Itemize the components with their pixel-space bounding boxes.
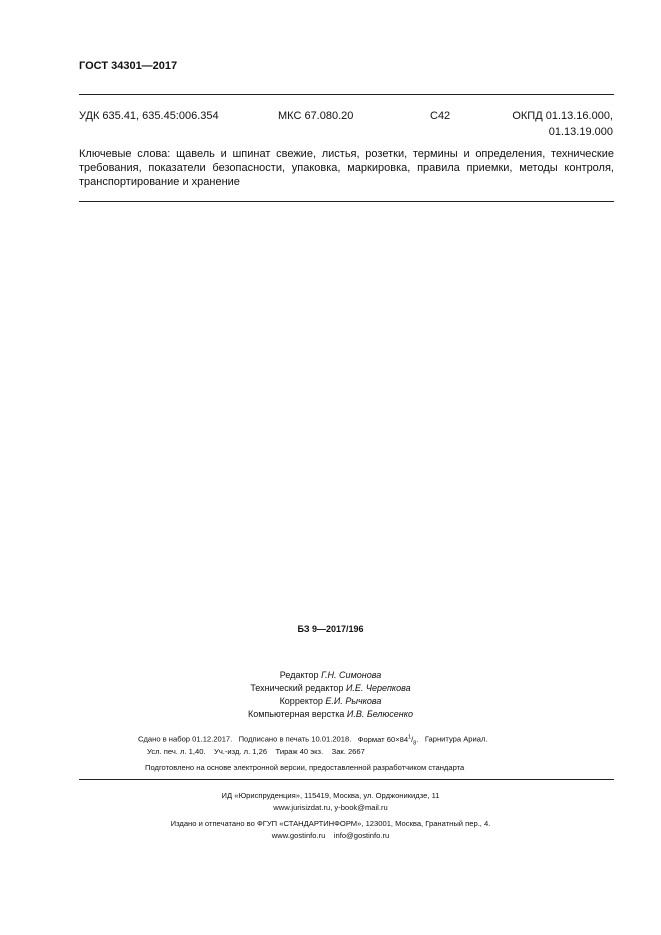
- printed-sheets: Усл. печ. л. 1,40.: [147, 747, 206, 756]
- bz-number: БЗ 9—2017/196: [297, 624, 364, 634]
- udk-code: УДК 635.41, 635.45:006.354: [79, 110, 219, 122]
- prepared-note: Подготовлено на основе электронной версии, предоставленной разработчиком стандарта: [145, 763, 465, 772]
- edition-sheets: Уч.-изд. л. 1,26: [214, 747, 268, 756]
- staff-name: Г.Н. Симонова: [321, 670, 382, 680]
- staff-corrector: [0, 696, 661, 706]
- typeface: Гарнитура Ариал.: [424, 734, 488, 744]
- print-info-line2: [147, 747, 365, 756]
- sent-date: Сдано в набор 01.12.2017.: [138, 734, 233, 744]
- keywords-paragraph: Ключевые слова: щавель и шпинат свежие, листья, розетки, термины и определения, технические требования, показатели безопасности, упаковка, маркировка, правила приемки, методы контроля, транспортирование и хранение: [79, 148, 614, 188]
- imprint-divider: [79, 779, 614, 780]
- publisher1-address: ИД «Юриспруденция», 115419, Москва, ул. Орджоникидзе, 11: [221, 791, 440, 800]
- copies-count: Тираж 40 экз.: [275, 747, 324, 756]
- staff-name: И.Е. Черепкова: [345, 683, 411, 693]
- staff-name: Е.И. Рычкова: [325, 696, 382, 706]
- staff-tech-editor: [0, 683, 661, 693]
- top-divider: [79, 94, 614, 95]
- staff-layout: [0, 709, 661, 719]
- print-info-line1: [138, 734, 488, 746]
- publisher2-contacts: www.gostinfo.ru info@gostinfo.ru: [271, 831, 390, 840]
- standard-code: ГОСТ 34301—2017: [79, 60, 178, 72]
- staff-role: Корректор: [279, 696, 323, 706]
- staff-role: Технический редактор: [250, 683, 344, 693]
- print-format: Формат $60\times 84^1/_8$.: [357, 734, 419, 747]
- staff-role: Компьютерная верстка: [248, 709, 345, 719]
- okpd-code-line2: 01.13.19.000: [548, 126, 613, 138]
- order-number: Зак. 2667: [331, 747, 365, 756]
- group-code: С42: [430, 110, 451, 122]
- mks-code: МКС 67.080.20: [278, 110, 354, 122]
- okpd-code-line1: ОКПД 01.13.16.000,: [512, 110, 613, 122]
- signed-date: Подписано в печать 10.01.2018.: [238, 734, 352, 744]
- staff-role: Редактор: [279, 670, 319, 680]
- keywords-divider: [79, 201, 614, 202]
- publisher2-address: Издано и отпечатано во ФГУП «СТАНДАРТИНФОРМ», 123001, Москва, Гранатный пер., 4.: [170, 819, 491, 828]
- staff-name: И.В. Белюсенко: [346, 709, 413, 719]
- staff-editor: [0, 670, 661, 680]
- publisher1-contacts: www.jurisizdat.ru, y-book@mail.ru: [273, 803, 388, 812]
